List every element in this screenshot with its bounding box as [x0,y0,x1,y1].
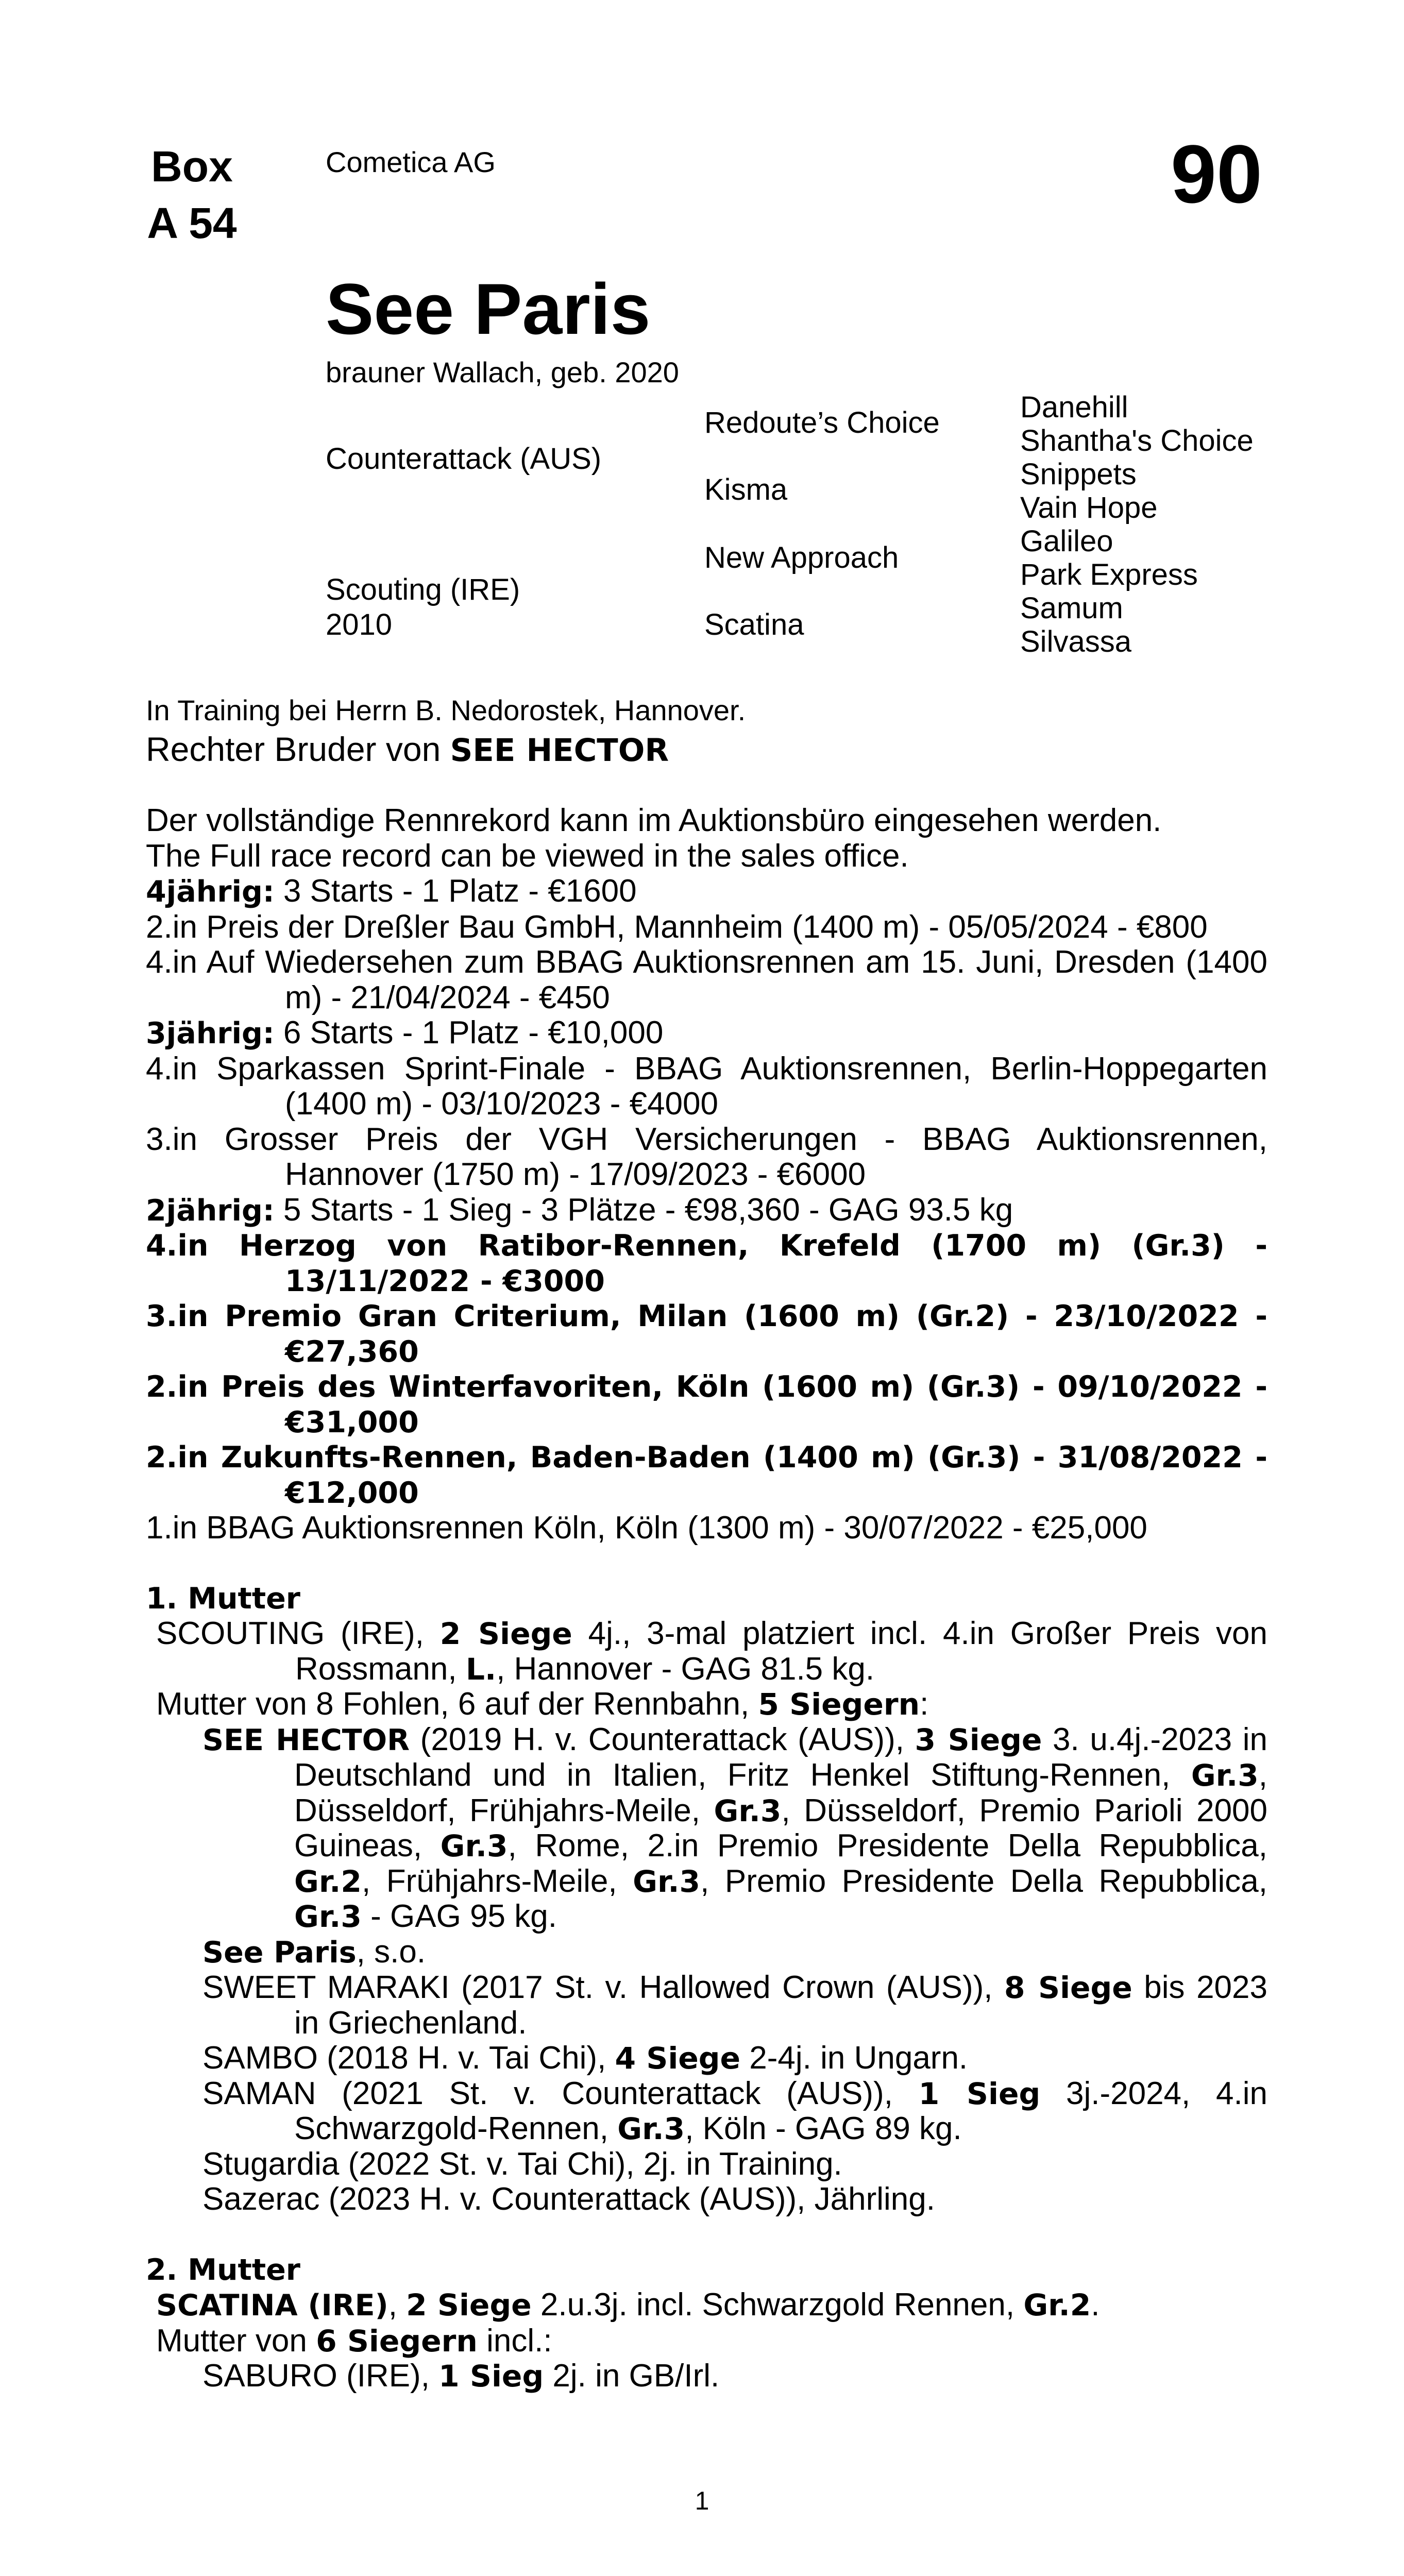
produce-see-hector: SEE HECTOR (2019 H. v. Counterattack (AUS)), 3 Siege 3. u.4j.-2023 in Deutschland und in Italien, Fritz Henkel Stiftung-Rennen, Gr.3, Düsseldorf, Frühjahrs-Meile, Gr.3, Düsseldorf, Premio Parioli 2000 Guineas, Gr.3, Rome, 2.in Premio Presidente Della Repubblica, Gr.2, Frühjahrs-Meile, Gr.3, Premio Presidente Della Repubblica, Gr.3 - GAG 95 kg. [202,1721,1268,1934]
dam2-produce-intro: Mutter von 6 Siegern incl.: [156,2323,552,2359]
box-line-1: Box [151,142,233,191]
pedigree-gen3-4: Vain Hope [1020,491,1158,524]
record-note-en: The Full race record can be viewed in the sales office. [146,838,909,874]
pedigree-sire-sire: Redoute’s Choice [704,406,940,439]
produce-sweet-maraki: SWEET MARAKI (2017 St. v. Hallowed Crown (AUS)), 8 Siege bis 2023 in Griechenland. [202,1970,1267,2041]
sibling-name: SEE HECTOR [450,732,669,769]
race-entry-group: 4.in Herzog von Ratibor-Rennen, Krefeld (1700 m) (Gr.3) - 13/11/2022 - €3000 [146,1229,1267,1298]
race-entry: 3.in Grosser Preis der VGH Versicherungen - BBAG Auktionsrennen, Hannover (1750 m) - 17/09/2023 - €6000 [146,1121,1267,1192]
produce-saburo: SABURO (IRE), 1 Sieg 2j. in GB/Irl. [202,2358,720,2394]
race-entry-group: 2.in Zukunfts-Rennen, Baden-Baden (1400 m) (Gr.3) - 31/08/2022 - €12,000 [146,1440,1267,1510]
age4-summary: 4jährig: 3 Starts - 1 Platz - €1600 [146,873,637,909]
trainer-note: In Training bei Herrn B. Nedorostek, Hannover. [146,694,746,726]
produce-sazerac: Sazerac (2023 H. v. Counterattack (AUS)), Jährling. [202,2181,935,2217]
dam1-intro: SCOUTING (IRE), 2 Siege 4j., 3-mal platziert incl. 4.in Großer Preis von Rossmann, L., Hannover - GAG 81.5 kg. [156,1616,1267,1687]
horse-description: brauner Wallach, geb. 2020 [326,356,679,388]
dam2-intro: SCATINA (IRE), 2 Siege 2.u.3j. incl. Schwarzgold Rennen, Gr.2. [156,2287,1100,2323]
pedigree-gen3-1: Danehill [1020,391,1128,424]
produce-saman: SAMAN (2021 St. v. Counterattack (AUS)), 1 Sieg 3j.-2024, 4.in Schwarzgold-Rennen, Gr.3, Köln - GAG 89 kg. [202,2075,1267,2146]
pedigree-gen3-2: Shantha's Choice [1020,424,1254,457]
pedigree-sire: Counterattack (AUS) [326,442,602,476]
pedigree-sire-dam: Kisma [704,473,788,506]
seller-name: Cometica AG [326,146,496,178]
age3-summary: 3jährig: 6 Starts - 1 Platz - €10,000 [146,1015,664,1050]
pedigree-dam-sire: New Approach [704,541,899,574]
race-entry: 1.in BBAG Auktionsrennen Köln, Köln (1300 m) - 30/07/2022 - €25,000 [146,1510,1147,1546]
lot-number: 90 [1171,128,1262,220]
race-entry: 4.in Sparkassen Sprint-Finale - BBAG Auktionsrennen, Berlin-Hoppegarten (1400 m) - 03/10/2023 - €4000 [146,1050,1267,1122]
pedigree-dam: Scouting (IRE) [326,573,520,606]
pedigree-dam-year: 2010 [326,608,393,641]
catalogue-body [146,693,1267,2394]
produce-see-paris: See Paris, s.o. [202,1934,426,1970]
race-entry: 2.in Preis der Dreßler Bau GmbH, Mannheim (1400 m) - 05/05/2024 - €800 [146,909,1208,945]
box-label [129,138,255,251]
pedigree-dam-dam: Scatina [704,608,804,641]
pedigree-gen3-5: Galileo [1020,524,1113,558]
record-note-de: Der vollständige Rennrekord kann im Auktionsbüro eingesehen werden. [146,803,1162,838]
race-entry-group: 3.in Premio Gran Criterium, Milan (1600 m) (Gr.2) - 23/10/2022 - €27,360 [146,1299,1267,1369]
race-entry-group: 2.in Preis des Winterfavoriten, Köln (1600 m) (Gr.3) - 09/10/2022 - €31,000 [146,1370,1267,1439]
produce-stugardia: Stugardia (2022 St. v. Tai Chi), 2j. in Training. [202,2146,842,2182]
pedigree-gen3-8: Silvassa [1020,625,1131,658]
pedigree-gen3-7: Samum [1020,591,1123,625]
dam2-heading: 2. Mutter [146,2252,300,2287]
dam1-produce-intro: Mutter von 8 Fohlen, 6 auf der Rennbahn, 5 Siegern: [156,1686,929,1722]
dam1-heading: 1. Mutter [146,1581,300,1616]
horse-name: See Paris [326,268,651,349]
pedigree-gen3-6: Park Express [1020,558,1198,591]
age2-summary: 2jährig: 5 Starts - 1 Sieg - 3 Plätze - €98,360 - GAG 93.5 kg [146,1192,1013,1228]
race-entry: 4.in Auf Wiedersehen zum BBAG Auktionsrennen am 15. Juni, Dresden (1400 m) - 21/04/2024 - €450 [146,944,1267,1015]
page-number: 1 [695,2486,709,2515]
produce-sambo: SAMBO (2018 H. v. Tai Chi), 4 Siege 2-4j. in Ungarn. [202,2040,968,2076]
sibling-note: Rechter Bruder von SEE HECTOR [146,730,669,769]
pedigree-gen3-3: Snippets [1020,457,1137,491]
box-line-2: A 54 [147,199,237,247]
